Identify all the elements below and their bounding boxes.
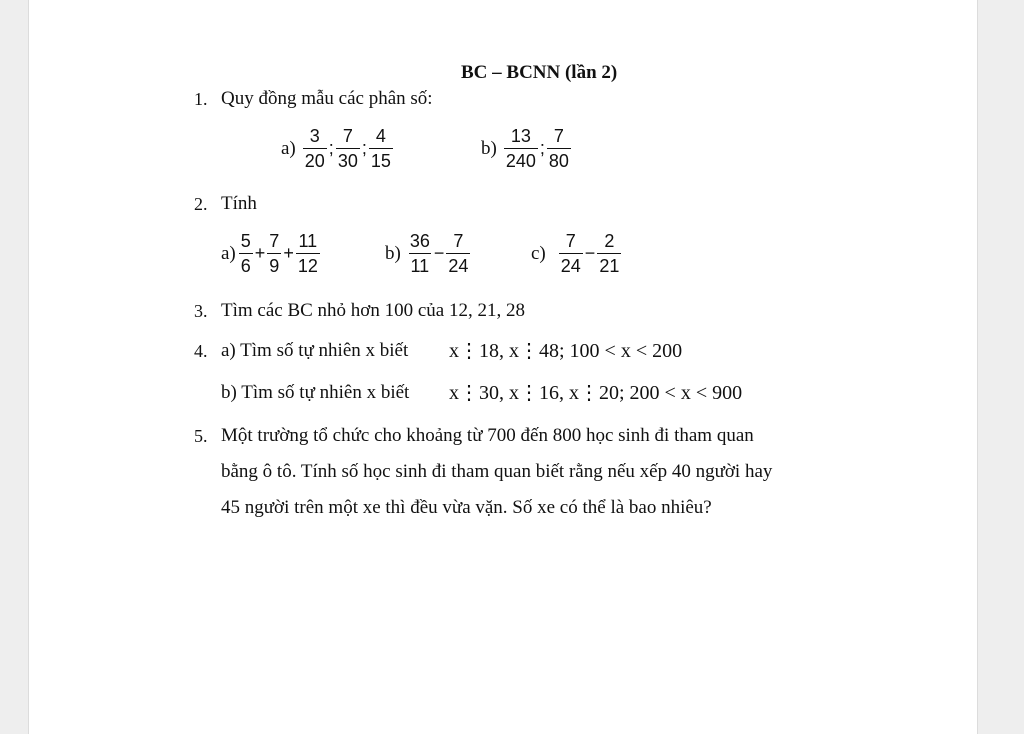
q2-b-label: b) xyxy=(385,242,401,264)
separator: ; xyxy=(361,138,367,158)
q4-number: 4. xyxy=(194,341,208,361)
fraction xyxy=(336,126,360,171)
document-page xyxy=(28,0,978,734)
numerator: 7 xyxy=(269,231,280,251)
fraction xyxy=(267,231,281,276)
denominator: 9 xyxy=(267,253,281,276)
operator: + xyxy=(254,243,266,263)
numerator: 3 xyxy=(309,126,320,146)
q5-number: 5. xyxy=(194,426,208,446)
q3-number: 3. xyxy=(194,301,208,321)
fraction xyxy=(369,126,393,171)
numerator: 7 xyxy=(453,231,464,251)
q1-a-label: a) xyxy=(281,137,296,159)
q1-part-b xyxy=(481,126,572,171)
separator: ; xyxy=(328,138,334,158)
fraction xyxy=(446,231,470,276)
fraction xyxy=(239,231,253,276)
denominator: 24 xyxy=(559,253,583,276)
denominator: 11 xyxy=(409,253,432,276)
fraction xyxy=(547,126,571,171)
fraction xyxy=(408,231,432,276)
operator: − xyxy=(584,243,596,263)
q4-b-text: b) Tìm số tự nhiên x biết xyxy=(221,382,410,403)
fraction xyxy=(296,231,320,276)
operator: + xyxy=(283,243,294,263)
operator: − xyxy=(433,243,445,263)
q2-a-label: a) xyxy=(221,242,236,264)
numerator: 11 xyxy=(298,231,318,251)
fraction xyxy=(597,231,621,276)
q5-line-2: bằng ô tô. Tính số học sinh đi tham quan biết rằng nếu xếp 40 người hay xyxy=(221,461,773,482)
denominator: 24 xyxy=(446,253,470,276)
denominator: 21 xyxy=(597,253,621,276)
numerator: 7 xyxy=(565,231,576,251)
q1-b-label: b) xyxy=(481,137,497,159)
fraction xyxy=(559,231,583,276)
q5-line-3: 45 người trên một xe thì đều vừa vặn. Số xe có thể là bao nhiêu? xyxy=(221,497,712,518)
fraction xyxy=(303,126,327,171)
numerator: 2 xyxy=(604,231,615,251)
fraction xyxy=(504,126,538,171)
numerator: 36 xyxy=(409,231,430,251)
document-title: BC – BCNN (lần 2) xyxy=(461,62,618,83)
q2-part-c xyxy=(531,231,622,276)
q3-text: Tìm các BC nhỏ hơn 100 của 12, 21, 28 xyxy=(221,300,525,321)
q2-part-a xyxy=(221,231,321,276)
q2-text: Tính xyxy=(221,193,257,214)
q2-c-label: c) xyxy=(531,242,546,264)
q4-a-text: a) Tìm số tự nhiên x biết xyxy=(221,340,409,361)
numerator: 13 xyxy=(510,126,531,146)
q2-number: 2. xyxy=(194,194,208,214)
q2-part-b xyxy=(385,231,471,276)
denominator: 12 xyxy=(296,253,320,276)
q1-part-a xyxy=(281,126,394,171)
numerator: 5 xyxy=(240,231,251,251)
q5-line-1: Một trường tổ chức cho khoảng từ 700 đến 800 học sinh đi tham quan xyxy=(221,425,754,446)
denominator: 20 xyxy=(303,148,327,171)
numerator: 7 xyxy=(342,126,353,146)
denominator: 15 xyxy=(369,148,393,171)
denominator: 240 xyxy=(504,148,538,171)
q1-number: 1. xyxy=(194,89,208,109)
q4-b-condition: x⋮30, x⋮16, x⋮20; 200 < x < 900 xyxy=(449,382,743,404)
numerator: 4 xyxy=(375,126,386,146)
numerator: 7 xyxy=(553,126,564,146)
separator: ; xyxy=(539,138,545,158)
q4-a-condition: x⋮18, x⋮48; 100 < x < 200 xyxy=(449,340,683,362)
denominator: 30 xyxy=(336,148,360,171)
denominator: 6 xyxy=(239,253,253,276)
denominator: 80 xyxy=(547,148,571,171)
q1-text: Quy đồng mẫu các phân số: xyxy=(221,88,433,109)
